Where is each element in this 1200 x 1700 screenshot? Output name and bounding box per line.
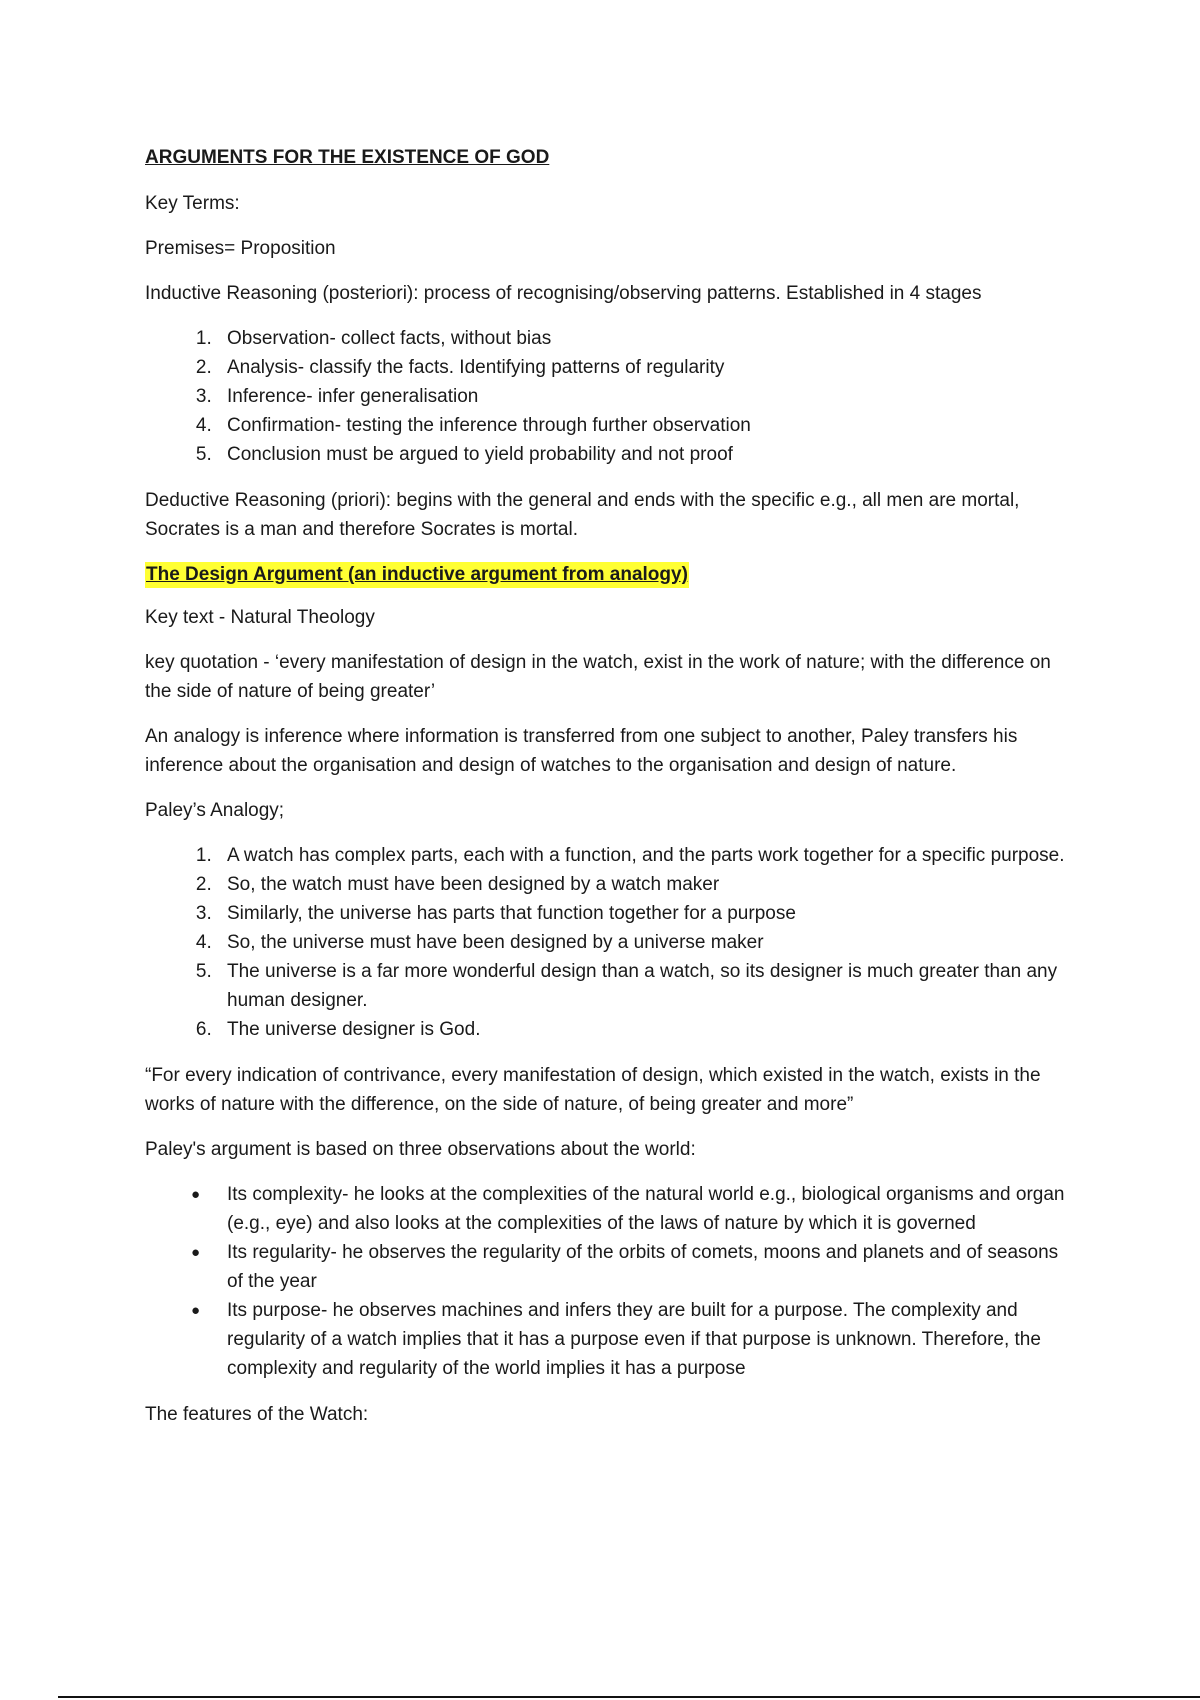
list-item: 1. A watch has complex parts, each with a function, and the parts work together for a specific purpose. [217,841,1065,870]
document-page [145,143,1065,1445]
page-bottom-divider [58,1696,1200,1698]
design-argument-heading: The Design Argument (an inductive argument from analogy) [145,562,689,588]
list-item: 3. Inference- infer generalisation [217,382,1065,411]
list-item: 2. So, the watch must have been designed by a watch maker [217,870,1065,899]
list-item: 4. So, the universe must have been designed by a universe maker [217,928,1065,957]
inductive-steps-list [145,324,1065,469]
observation-text: Its purpose- he observes machines and infers they are built for a purpose. The complexity and regularity of a watch implies that it has a purpose even if that purpose is unknown. Therefore, the complexity and regularity of the world implies it has a purpose [227,1300,1041,1379]
list-item: 3. Similarly, the universe has parts that function together for a purpose [217,899,1065,928]
document-title: ARGUMENTS FOR THE EXISTENCE OF GOD [145,147,550,168]
bullet-icon: ● [191,1186,201,1203]
list-item: 5. The universe is a far more wonderful design than a watch, so its designer is much greater than any human designer. [217,957,1065,1015]
list-item [191,1296,1065,1383]
paley-analogy-list [145,841,1065,1044]
design-argument-heading-wrap [145,560,1065,589]
observations-intro: Paley's argument is based on three observations about the world: [145,1139,696,1160]
list-item: 1. Observation- collect facts, without bias [217,324,1065,353]
observations-list [145,1180,1065,1383]
bullet-icon: ● [191,1302,201,1319]
deductive-reasoning: Deductive Reasoning (priori): begins with the general and ends with the specific e.g., all men are mortal, Socrates is a man and therefore Socrates is mortal. [145,490,1020,540]
key-text: Key text - Natural Theology [145,607,375,628]
list-item [191,1238,1065,1296]
premises-definition: Premises= Proposition [145,238,336,259]
contrivance-quote: “For every indication of contrivance, every manifestation of design, which existed in the watch, exists in the works of nature with the difference, on the side of nature, of being greater and more” [145,1065,1041,1115]
list-item: 2. Analysis- classify the facts. Identifying patterns of regularity [217,353,1065,382]
paley-analogy-label: Paley’s Analogy; [145,800,285,821]
observation-text: Its complexity- he looks at the complexities of the natural world e.g., biological organisms and organ (e.g., eye) and also looks at the complexities of the laws of nature by which it is governed [227,1184,1065,1234]
key-quotation: key quotation - ‘every manifestation of design in the watch, exist in the work of nature; with the difference on the side of nature of being greater’ [145,652,1051,702]
inductive-reasoning-intro: Inductive Reasoning (posteriori): process of recognising/observing patterns. Established in 4 stages [145,283,982,304]
features-of-watch-label: The features of the Watch: [145,1404,369,1425]
analogy-definition: An analogy is inference where information is transferred from one subject to another, Paley transfers his inference about the organisation and design of watches to the organisation and design of nature. [145,726,1018,776]
list-item: 4. Confirmation- testing the inference through further observation [217,411,1065,440]
observation-text: Its regularity- he observes the regularity of the orbits of comets, moons and planets and of seasons of the year [227,1242,1059,1292]
list-item [191,1180,1065,1238]
list-item: 6. The universe designer is God. [217,1015,1065,1044]
list-item: 5. Conclusion must be argued to yield probability and not proof [217,440,1065,469]
bullet-icon: ● [191,1244,201,1261]
key-terms-label: Key Terms: [145,193,240,214]
